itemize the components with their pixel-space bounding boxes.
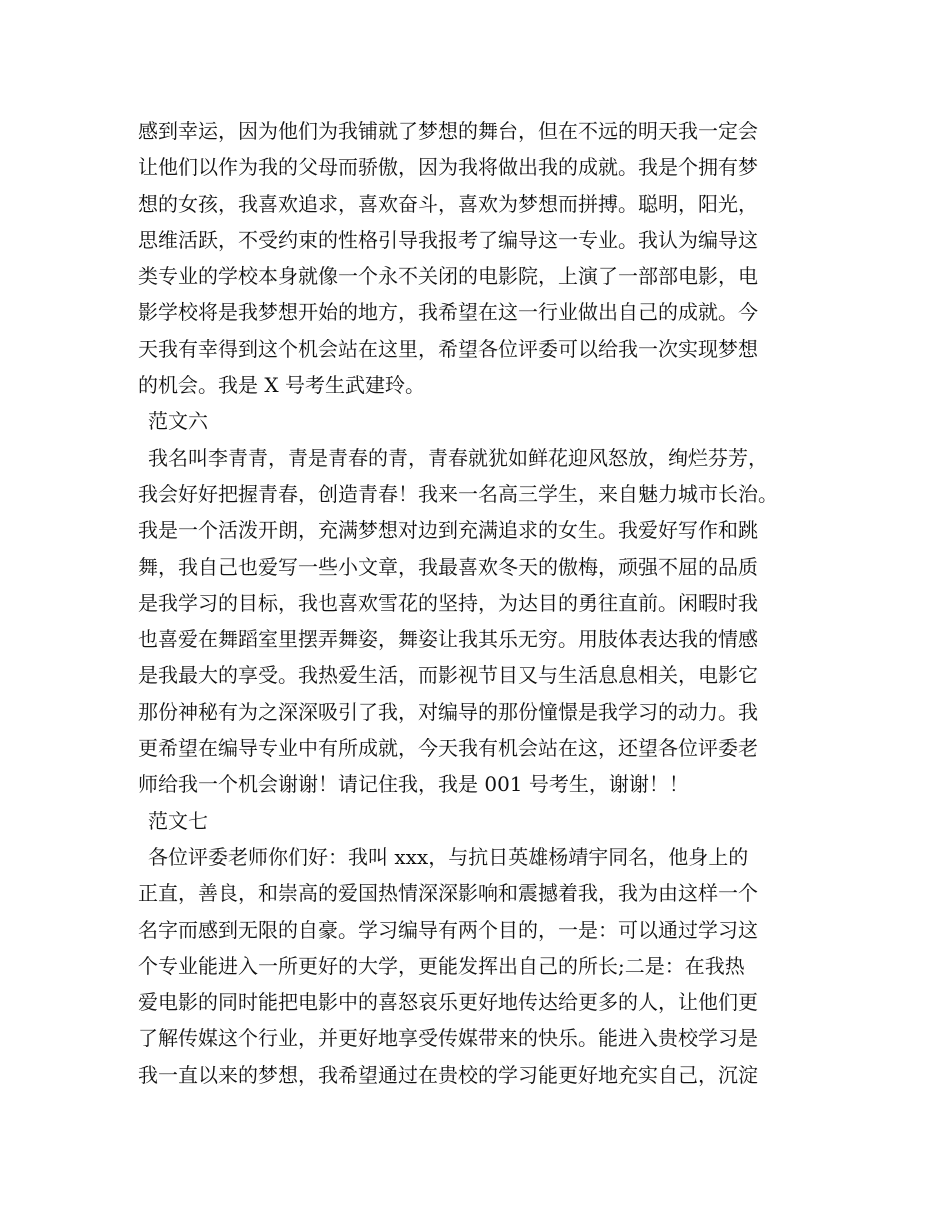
text-line: 影学校将是我梦想开始的地方，我希望在这一行业做出自己的成就。今 (138, 300, 758, 325)
text-line: 了解传媒这个行业，并更好地享受传媒带来的快乐。能进入贵校学习是 (138, 1026, 758, 1051)
essay-text-block (138, 113, 838, 1093)
text-line: 感到幸运，因为他们为我铺就了梦想的舞台，但在不远的明天我一定会 (138, 119, 758, 143)
text-line: 名字而感到无限的自豪。学习编导有两个目的，一是：可以通过学习这 (138, 917, 758, 942)
text-line: 也喜爱在舞蹈室里摆弄舞姿，舞姿让我其乐无穷。用肢体表达我的情感 (138, 627, 758, 652)
text-line: 类专业的学校本身就像一个永不关闭的电影院，上演了一部部电影，电 (138, 264, 758, 289)
text-line: 师给我一个机会谢谢！请记住我，我是 001 号考生，谢谢！！ (138, 772, 689, 797)
text-line: 更希望在编导专业中有所成就，今天我有机会站在这，还望各位评委老 (138, 736, 758, 761)
text-line: 思维活跃，不受约束的性格引导我报考了编导这一专业。我认为编导这 (138, 227, 758, 252)
text-line: 是我学习的目标，我也喜欢雪花的坚持，为达目的勇往直前。闲暇时我 (138, 590, 758, 615)
text-line: 我会好好把握青春，创造青春！我来一名高三学生，来自魅力城市长治。 (138, 481, 778, 506)
text-line: 想的女孩，我喜欢追求，喜欢奋斗，喜欢为梦想而拼搏。聪明，阳光， (138, 191, 758, 216)
text-line: 让他们以作为我的父母而骄傲，因为我将做出我的成就。我是个拥有梦 (138, 155, 758, 180)
text-line: 我一直以来的梦想，我希望通过在贵校的学习能更好地充实自己，沉淀 (138, 1062, 758, 1087)
text-line: 那份神秘有为之深深吸引了我，对编导的那份憧憬是我学习的动力。我 (138, 699, 758, 724)
text-line: 爱电影的同时能把电影中的喜怒哀乐更好地传达给更多的人，让他们更 (138, 990, 758, 1015)
section-heading: 范文七 (148, 808, 208, 833)
text-line: 是我最大的享受。我热爱生活，而影视节目又与生活息息相关，电影它 (138, 663, 758, 688)
text-line: 各位评委老师你们好：我叫 xxx，与抗日英雄杨靖宇同名，他身上的 (148, 844, 749, 869)
text-line: 舞，我自己也爱写一些小文章，我最喜欢冬天的傲梅，顽强不屈的品质 (138, 554, 758, 579)
text-line: 的机会。我是 X 号考生武建玲。 (138, 373, 425, 398)
text-line: 我名叫李青青，青是青春的青，青春就犹如鲜花迎风怒放，绚烂芬芳， (148, 445, 768, 470)
text-line: 我是一个活泼开朗，充满梦想对边到充满追求的女生。我爱好写作和跳 (138, 518, 758, 543)
section-heading: 范文六 (148, 409, 208, 434)
text-line: 个专业能进入一所更好的大学，更能发挥出自己的所长;二是：在我热 (138, 953, 745, 978)
text-line: 正直，善良，和崇高的爱国热情深深影响和震撼着我，我为由这样一个 (138, 881, 758, 906)
text-line: 天我有幸得到这个机会站在这里，希望各位评委可以给我一次实现梦想 (138, 336, 758, 361)
